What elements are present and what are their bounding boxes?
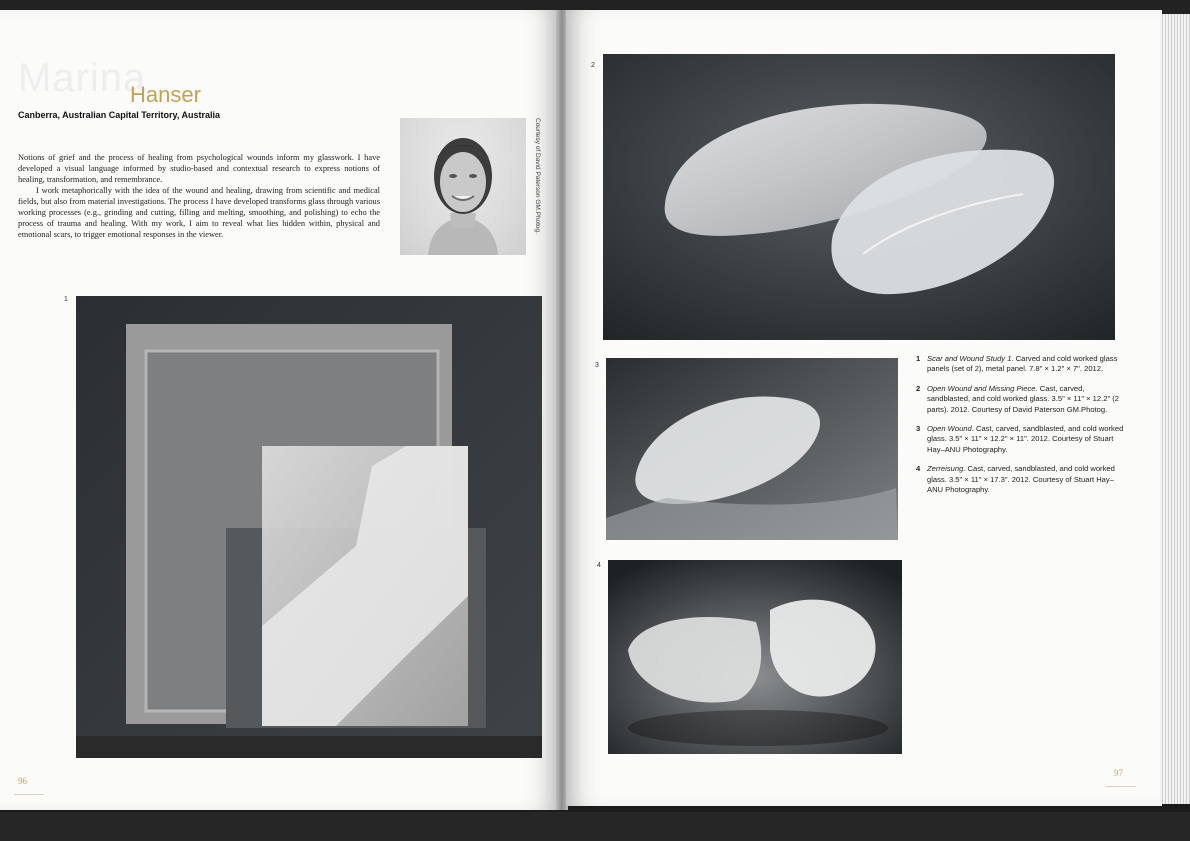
- figure-1-number: 1: [64, 296, 68, 303]
- caption-1-title: Scar and Wound Study 1: [927, 354, 1012, 363]
- figure-captions: [916, 354, 1126, 504]
- scan-background-bottom: [0, 812, 1190, 841]
- caption-4-text: . Cast, carved, sandblasted, and cold worked glass. 3.5" × 11" × 17.3". 2012. Courtesy of Stuart Hay–ANU Photography.: [927, 464, 1115, 495]
- caption-2-number: 2: [916, 383, 921, 393]
- caption-1-number: 1: [916, 354, 921, 363]
- figure-4-photo: [608, 560, 902, 754]
- zerreisung-image: [608, 560, 902, 754]
- book-page-edges: [1160, 14, 1190, 804]
- figure-2-number: 2: [591, 62, 595, 69]
- caption-2-text: . Cast, carved, sandblasted, and cold worked glass. 3.5" × 11" × 12.2" (2 parts). 2012. Courtesy of David Paterson GM.Photog.: [927, 383, 1120, 414]
- artist-first-name: Marina: [18, 56, 147, 100]
- figure-3-number: 3: [595, 362, 599, 369]
- open-wound-missing-piece-image: [603, 54, 1115, 340]
- figure-3-photo: [606, 358, 898, 540]
- statement-paragraph-1: Notions of grief and the process of healing from psychological wounds inform my glasswork. I have developed a visual language informed by studio-based and contextual research to express notions of healing, transformation, and remembrance.: [18, 153, 380, 184]
- caption-4: [916, 464, 1126, 495]
- caption-3: [916, 424, 1126, 455]
- artist-statement: [18, 152, 380, 240]
- caption-4-title: Zerreisung: [927, 464, 964, 474]
- artist-last-name: Hanser: [130, 82, 201, 107]
- caption-3-title: Open Wound: [927, 424, 972, 434]
- figure-2-photo: [603, 54, 1115, 340]
- statement-paragraph-2: I work metaphorically with the idea of the wound and healing, drawing from scientific and medical fields, but also from material investigations. The process I have developed transforms glass through various working processes (e.g., grinding and cutting, filling and melting, smoothing, and polishing) to echo the process of trauma and healing. With my work, I aim to reveal what lies hidden within, physical and emotional scars, to trigger emotional responses in the viewer.: [18, 186, 380, 239]
- artist-location: Canberra, Australian Capital Territory, Australia: [18, 110, 221, 120]
- artist-portrait: [400, 118, 526, 255]
- caption-2-title: Open Wound and Missing Piece: [927, 383, 1036, 393]
- caption-1-text: . Carved and cold worked glass panels (set of 2), metal panel. 7.8" × 1.2" × 7". 2012.: [927, 354, 1118, 374]
- page-number-left: 96: [18, 776, 27, 786]
- portrait-illustration: [400, 118, 526, 255]
- folio-rule-right: [1106, 786, 1136, 787]
- glass-panels-image: [76, 296, 542, 758]
- caption-2: [916, 384, 1126, 415]
- page-number-right: 97: [1114, 768, 1123, 778]
- caption-1: [916, 354, 1126, 375]
- figure-4-number: 4: [597, 562, 601, 569]
- caption-3-text: . Cast, carved, sandblasted, and cold worked glass. 3.5" × 11" × 12.2" × 11". 2012. Courtesy of Stuart Hay–ANU Photography.: [927, 424, 1124, 454]
- portrait-photo-credit: Courtesy of David Paterson GM.Photog.: [534, 118, 541, 234]
- open-wound-image: [606, 358, 898, 540]
- caption-4-number: 4: [916, 464, 921, 474]
- folio-rule-left: [14, 794, 44, 795]
- figure-1-photo: [76, 296, 542, 758]
- caption-3-number: 3: [916, 424, 921, 434]
